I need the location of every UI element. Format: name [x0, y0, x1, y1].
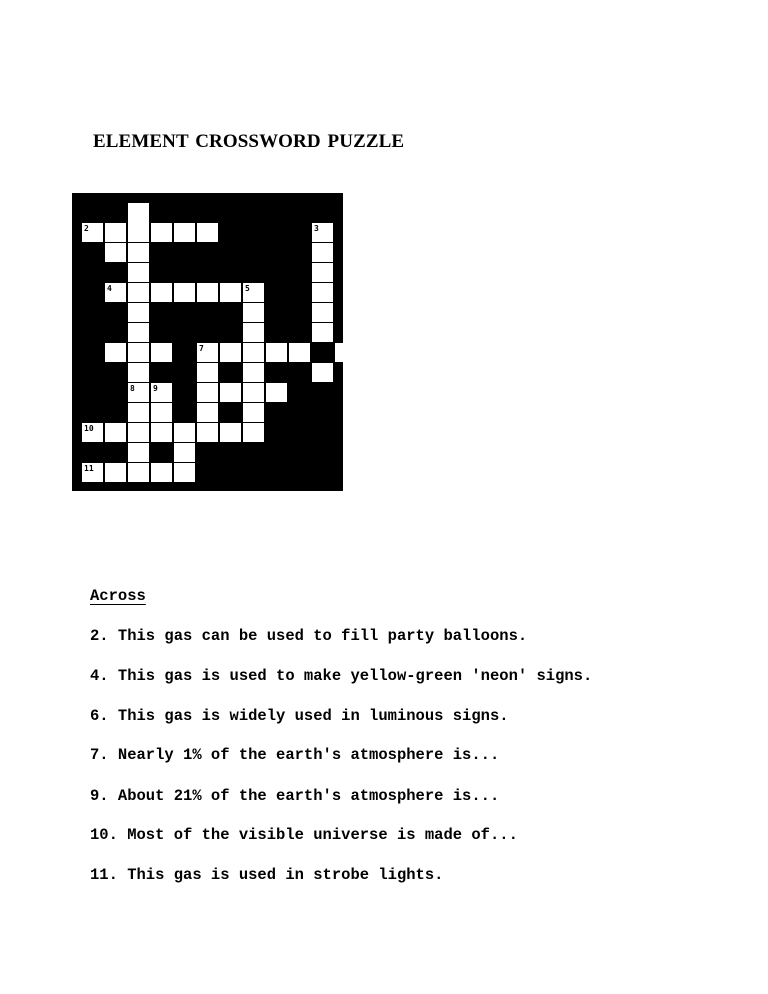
grid-cell — [174, 423, 195, 442]
grid-cell — [243, 323, 264, 342]
grid-cell — [243, 383, 264, 402]
grid-cell — [220, 383, 241, 402]
grid-cell — [197, 383, 218, 402]
grid-number-5: 5 — [245, 284, 250, 293]
grid-cell — [312, 323, 333, 342]
grid-cell — [128, 363, 149, 382]
grid-cell — [105, 423, 126, 442]
clue-across-11: 11. This gas is used in strobe lights. — [90, 866, 444, 884]
grid-cell — [128, 243, 149, 262]
grid-cell — [266, 383, 287, 402]
clue-across-6: 6. This gas is widely used in luminous signs. — [90, 707, 509, 725]
grid-number-8: 8 — [130, 384, 135, 393]
grid-number-11: 11 — [84, 464, 94, 473]
grid-cell — [128, 423, 149, 442]
grid-cell — [128, 263, 149, 282]
grid-cell — [174, 223, 195, 242]
grid-cell — [128, 463, 149, 482]
clue-across-2: 2. This gas can be used to fill party balloons. — [90, 627, 528, 645]
grid-cell — [243, 363, 264, 382]
grid-cell — [128, 203, 149, 223]
clue-across-4: 4. This gas is used to make yellow-green 'neon' signs. — [90, 667, 593, 685]
grid-cell — [105, 463, 126, 482]
grid-cell — [312, 263, 333, 282]
grid-cell — [243, 343, 264, 362]
grid-cell — [312, 363, 333, 382]
grid-cell — [174, 463, 195, 482]
grid-cell — [220, 423, 241, 442]
grid-cell — [128, 403, 149, 422]
grid-cell — [197, 283, 218, 302]
grid-cell — [174, 283, 195, 302]
grid-cell — [128, 283, 149, 302]
grid-cell — [128, 343, 149, 362]
grid-cell — [105, 223, 126, 242]
grid-cell — [151, 283, 172, 302]
clue-across-10: 10. Most of the visible universe is made of... — [90, 826, 518, 844]
grid-cell — [266, 343, 287, 362]
grid-cell — [151, 343, 172, 362]
grid-cell — [151, 403, 172, 422]
grid-number-1: 1 — [107, 206, 112, 215]
grid-cell — [128, 443, 149, 462]
clue-across-7: 7. Nearly 1% of the earth's atmosphere is... — [90, 746, 500, 764]
grid-cell — [128, 323, 149, 342]
grid-cell — [151, 223, 172, 242]
grid-cell — [128, 223, 149, 242]
grid-number-3: 3 — [314, 224, 319, 233]
grid-cell — [105, 343, 126, 362]
clue-across-9: 9. About 21% of the earth's atmosphere is... — [90, 787, 500, 805]
grid-cell — [151, 423, 172, 442]
grid-cell — [105, 243, 126, 262]
grid-edge-gap — [335, 343, 343, 362]
puzzle-title: ELEMENT CROSSWORD PUZZLE — [93, 131, 405, 152]
grid-cell — [312, 283, 333, 302]
across-heading: Across — [90, 587, 146, 605]
grid-cell — [197, 423, 218, 442]
crossword-grid — [72, 193, 343, 491]
grid-cell — [197, 223, 218, 242]
grid-cell — [128, 303, 149, 322]
grid-cell — [151, 463, 172, 482]
grid-cell — [197, 403, 218, 422]
grid-cell — [197, 363, 218, 382]
grid-cell — [289, 343, 310, 362]
grid-cell — [220, 283, 241, 302]
grid-number-2: 2 — [84, 224, 89, 233]
grid-cell — [220, 343, 241, 362]
grid-number-7: 7 — [199, 344, 204, 353]
grid-cell — [243, 403, 264, 422]
grid-cell — [243, 423, 264, 442]
grid-number-10: 10 — [84, 424, 94, 433]
grid-cell — [243, 303, 264, 322]
grid-cell — [312, 243, 333, 262]
grid-cell — [312, 303, 333, 322]
grid-number-4: 4 — [107, 284, 112, 293]
grid-cell — [174, 443, 195, 462]
grid-number-9: 9 — [153, 384, 158, 393]
